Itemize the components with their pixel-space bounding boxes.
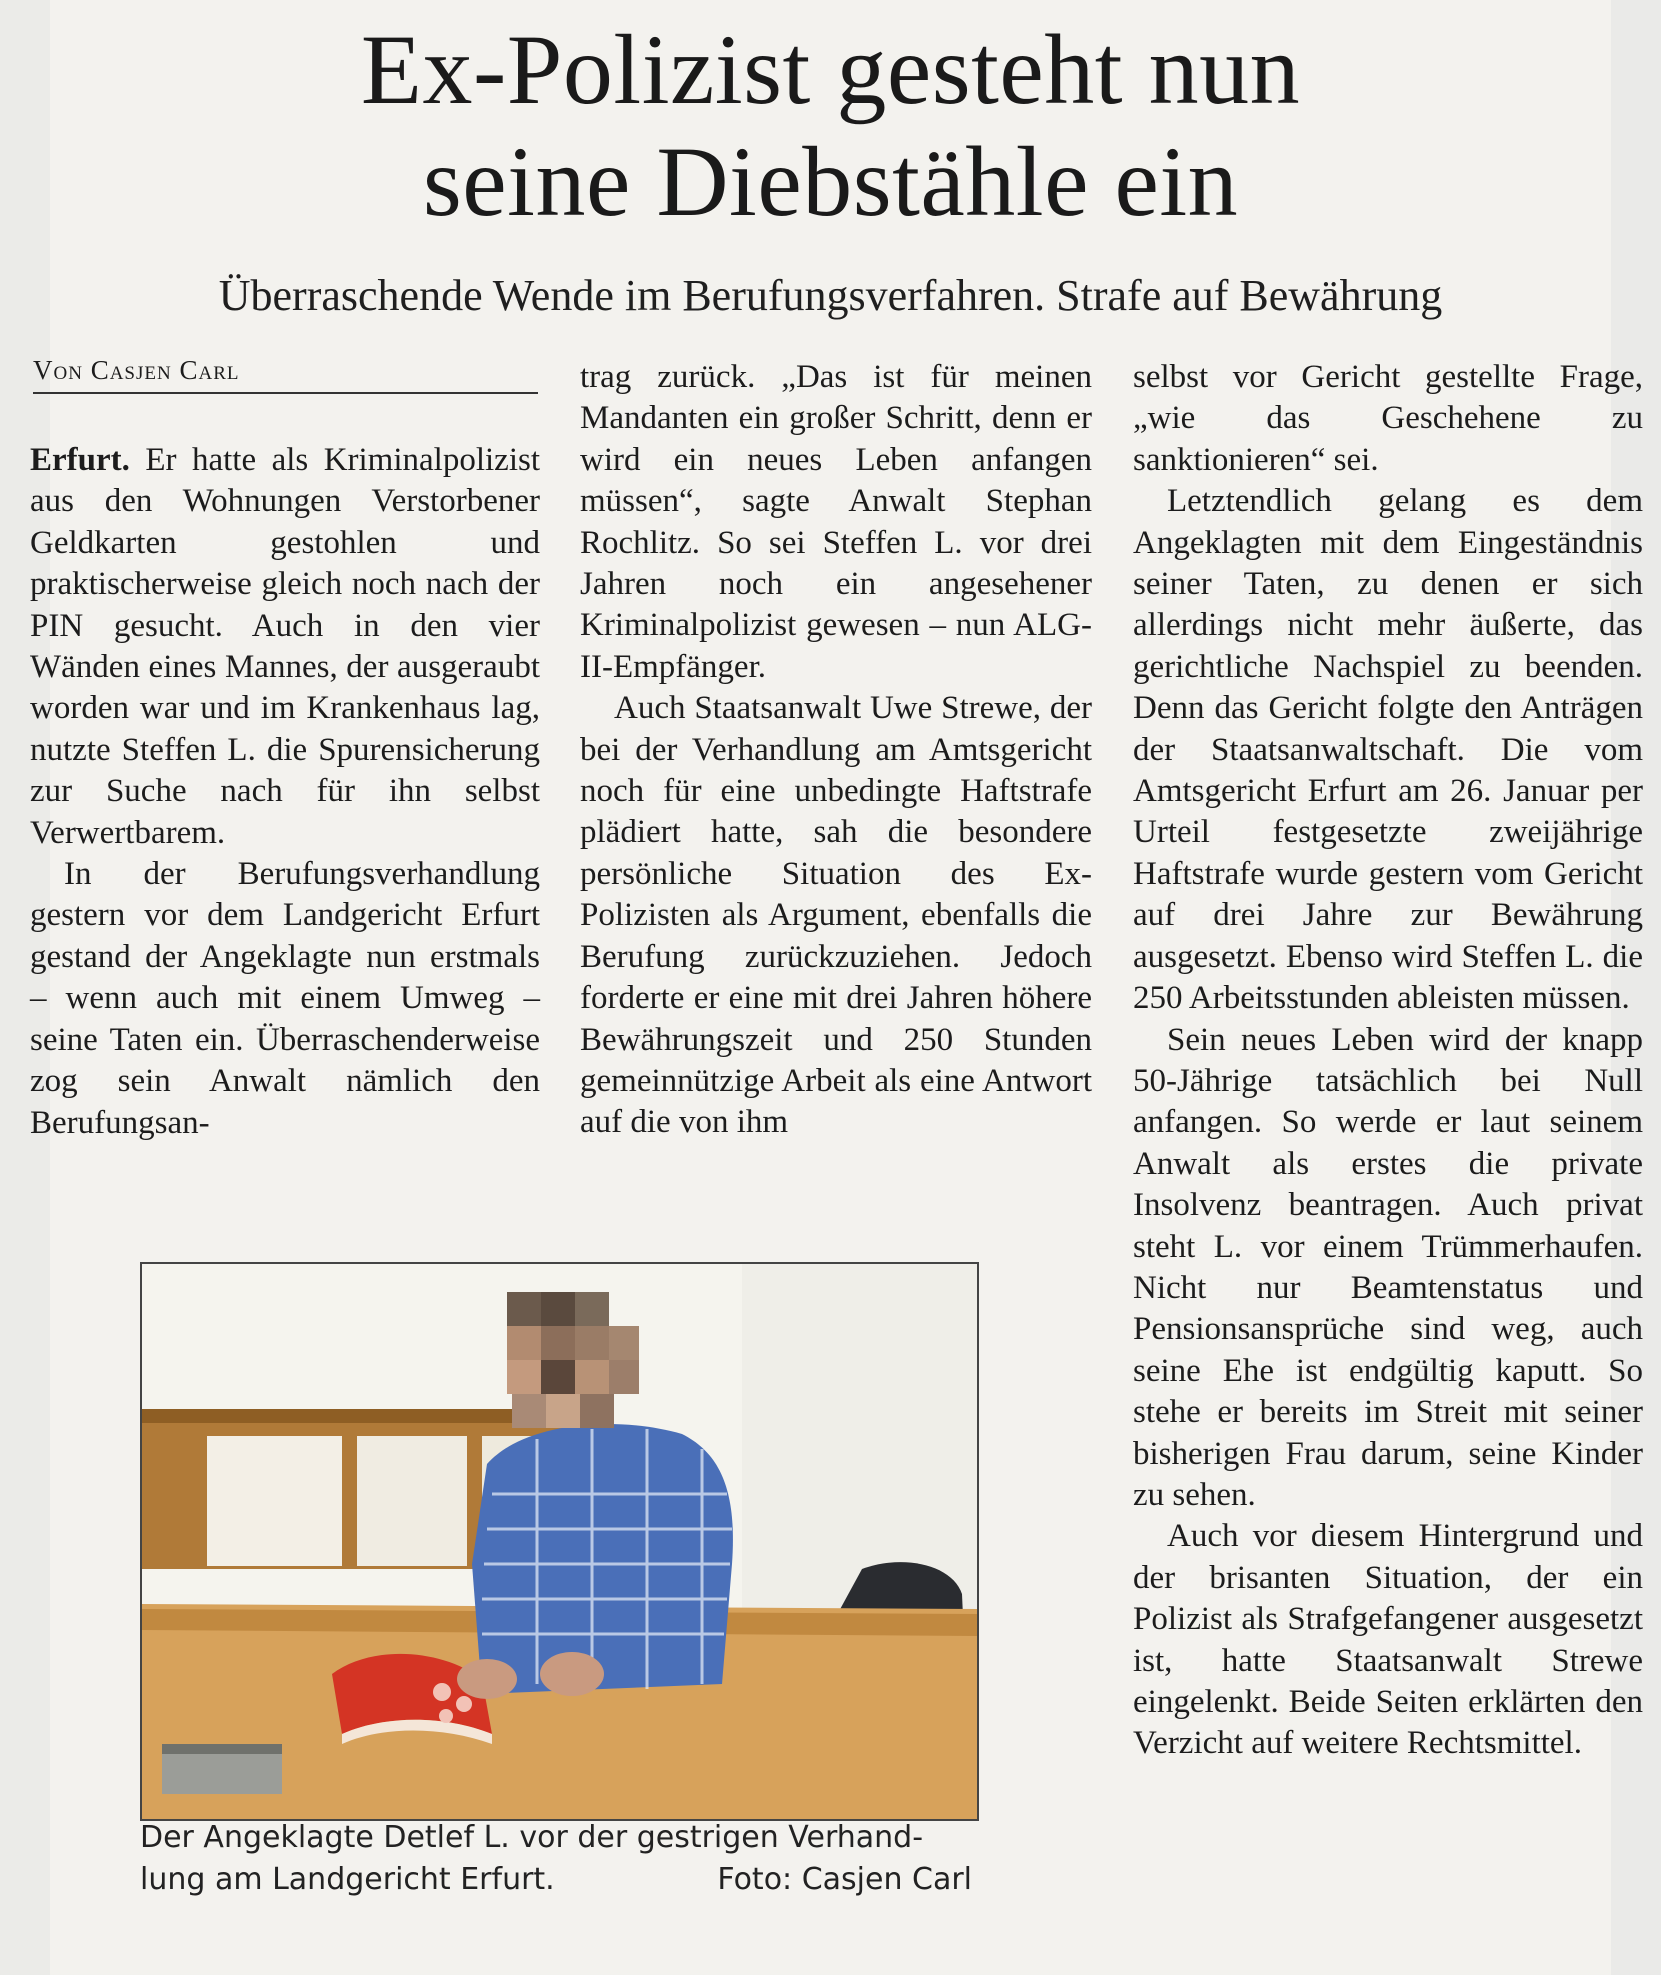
dateline: Erfurt. [30,442,130,478]
article-photo [140,1262,979,1821]
photo-credit: Foto: Casjen Carl [717,1862,972,1897]
paragraph-text: Er hatte als Kriminalpolizist aus den Wohnungen Verstorbener Geldkarten gestohlen und praktischerweise gleich noch nach der PIN gesucht. Auch in den vier Wänden eines Mannes, der ausgeraubt worden war und im Krankenhaus lag, nutzte Steffen L. die Spurensicherung zur Suche nach für ihn selbst Verwertbarem. [30,442,540,851]
caption-line-1: Der Angeklagte Detlef L. vor der gestrigen Verhand- [140,1820,924,1855]
subheadline: Überraschende Wende im Berufungsverfahren. Strafe auf Bewährung [218,271,1443,320]
paragraph: Letztendlich gelang es dem Angeklagten mit dem Eingeständnis seiner Taten, zu denen er sich allerdings nicht mehr äußerte, das gerichtliche Nachspiel zu beenden. Denn das Gericht folgte den Anträgen der Staatsanwaltschaft. Die vom Amtsgericht Erfurt am 26. Januar per Urteil festgesetzte zweijährige Haftstrafe wurde gestern vom Gericht auf drei Jahre zur Bewährung ausgesetzt. Ebenso wird Steffen L. die 250 Arbeitsstunden ableisten müssen. [1133,483,1643,1017]
byline: Von Casjen Carl [33,355,538,394]
article-column-3 [1133,357,1643,1765]
paragraph: selbst vor Gericht gestellte Frage, „wie das Geschehene zu sanktionieren“ sei. [1133,359,1643,478]
headline-line-2: seine Diebstähle ein [422,126,1239,237]
paragraph: In der Berufungsverhandlung gestern vor dem Landgericht Erfurt gestand der Angeklagte nun erstmals – wenn auch mit einem Umweg – seine Taten ein. Überraschenderweise zog sein Anwalt nämlich den Berufungsan- [30,856,540,1141]
headline-line-1: Ex-Polizist gesteht nun [360,14,1301,125]
courtroom-photo-illustration [142,1264,977,1819]
photo-caption [140,1817,980,1901]
headline [0,14,1661,238]
article-column-2 [580,357,1092,1144]
article-column-1 [30,440,540,1144]
paragraph: Auch vor diesem Hintergrund und der brisanten Situation, der ein Polizist als Strafgefangener ausgesetzt ist, hatte Staatsanwalt Strewe eingelenkt. Beide Seiten erklärten den Verzicht auf weitere Rechtsmittel. [1133,1518,1643,1762]
paragraph: trag zurück. „Das ist für meinen Mandanten ein großer Schritt, denn er wird ein neues Leben anfangen müssen“, sagte Anwalt Stephan Rochlitz. So sei Steffen L. vor drei Jahren noch ein angesehener Kriminalpolizist gewesen – nun ALG-II-Empfänger. [580,359,1092,685]
caption-line-2: lung am Landgericht Erfurt. [140,1862,555,1897]
paragraph [30,440,540,854]
paragraph: Auch Staatsanwalt Uwe Strewe, der bei der Verhandlung am Amtsgericht noch für eine unbedingte Haftstrafe plädiert hatte, sah die besondere persönliche Situation des Ex-Polizisten als Argument, ebenfalls die Berufung zurückzuziehen. Jedoch forderte er eine mit drei Jahren höhere Bewährungszeit und 250 Stunden gemeinnützige Arbeit als eine Antwort auf die von ihm [580,690,1092,1141]
paragraph: Sein neues Leben wird der knapp 50-Jährige tatsächlich bei Null anfangen. So werde er laut seinem Anwalt als erstes die private Insolvenz beantragen. Auch privat steht L. vor einem Trümmerhaufen. Nicht nur Beamtenstatus und Pensionsansprüche sind weg, auch seine Ehe ist endgültig kaputt. So stehe er bereits im Streit mit seiner bisherigen Frau darum, seine Kinder zu sehen. [1133,1021,1643,1513]
